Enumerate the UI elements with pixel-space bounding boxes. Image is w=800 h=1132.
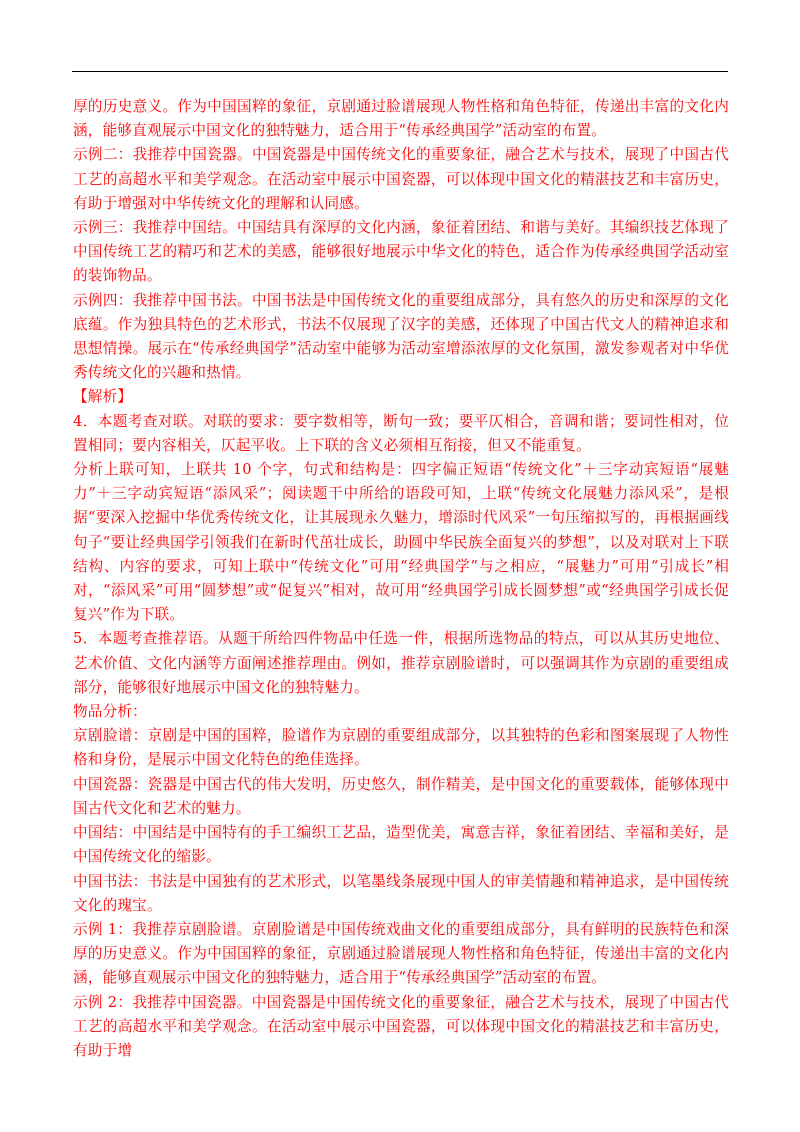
- paragraph-sample-1: 示例 1：我推荐京剧脸谱。京剧脸谱是中国传统戏曲文化的重要组成部分，具有鲜明的民族特色和深厚的历史意义。作为中国国粹的象征，京剧通过脸谱展现人物性格和角色特征，传递出丰富的文化内涵，能够直观展示中国文化的独特魅力，适合用于“传承经典国学”活动室的布置。: [73, 920, 729, 987]
- paragraph-continuation: 厚的历史意义。作为中国国粹的象征，京剧通过脸谱展现人物性格和角色特征，传递出丰富的文化内涵，能够直观展示中国文化的独特魅力，适合用于“传承经典国学”活动室的布置。: [73, 98, 729, 140]
- item-chinese-knot: 中国结：中国结是中国特有的手工编织工艺品，造型优美，寓意吉祥，象征着团结、幸福和美好，是中国传统文化的缩影。: [73, 824, 729, 866]
- header-rule: [72, 71, 728, 72]
- paragraph-q4-analysis: 分析上联可知，上联共 10 个字，句式和结构是：四字偏正短语“传统文化”＋三字动宾短语“展魅力”＋三字动宾短语“添风采”；阅读题干中所给的语段可知，上联“传统文化展魅力添风采”，是根据“要深入挖掘中华优秀传统文化，让其展现永久魅力，增添时代风采”一句压缩拟写的，再根据画线句子“要让经典国学引领我们在新时代茁壮成长，助圆中华民族全面复兴的梦想”，以及对联对上下联结构、内容的要求，可知上联中“传统文化”可用“经典国学”与之相应，“展魅力”可用“引成长”相对，“添风采”可用“圆梦想”或“促复兴”相对，故可用“经典国学引成长圆梦想”或“经典国学引成长促复兴”作为下联。: [73, 461, 729, 624]
- paragraph-q4-intro: 4．本题考查对联。对联的要求：要字数相等，断句一致；要平仄相合，音调和谐；要词性相对，位置相同；要内容相关，仄起平收。上下联的含义必须相互衔接，但又不能重复。: [73, 412, 729, 454]
- paragraph-example-2: 示例二：我推荐中国瓷器。中国瓷器是中国传统文化的重要象征，融合艺术与技术，展现了中国古代工艺的高超水平和美学观念。在活动室中展示中国瓷器，可以体现中国文化的精湛技艺和丰富历史，有助于增强对中华传统文化的理解和认同感。: [73, 146, 729, 212]
- paragraph-example-3: 示例三：我推荐中国结。中国结具有深厚的文化内涵，象征着团结、和谐与美好。其编织技艺体现了中国传统工艺的精巧和艺术的美感，能够很好地展示中华文化的特色，适合作为传承经典国学活动室的装饰物品。: [73, 219, 729, 285]
- item-calligraphy: 中国书法：书法是中国独有的艺术形式，以笔墨线条展现中国人的审美情趣和精神追求，是中国传统文化的瑰宝。: [73, 872, 729, 914]
- item-peking-opera-mask: 京剧脸谱：京剧是中国的国粹，脸谱作为京剧的重要组成部分，以其独特的色彩和图案展现了人物性格和身份，是展示中国文化特色的绝佳选择。: [73, 727, 729, 769]
- paragraph-sample-2: 示例 2：我推荐中国瓷器。中国瓷器是中国传统文化的重要象征，融合艺术与技术，展现了中国古代工艺的高超水平和美学观念。在活动室中展示中国瓷器，可以体现中国文化的精湛技艺和丰富历史，有助于增: [73, 993, 729, 1059]
- paragraph-example-4: 示例四：我推荐中国书法。中国书法是中国传统文化的重要组成部分，具有悠久的历史和深厚的文化底蕴。作为独具特色的艺术形式，书法不仅展现了汉字的美感，还体现了中国古代文人的精神追求和思想情操。展示在“传承经典国学”活动室中能够为活动室增添浓厚的文化氛围，激发参观者对中华优秀传统文化的兴趣和热情。: [73, 291, 729, 382]
- item-analysis-label: 物品分析：: [73, 703, 147, 721]
- item-porcelain: 中国瓷器：瓷器是中国古代的伟大发明，历史悠久，制作精美，是中国文化的重要载体，能够体现中国古代文化和艺术的魅力。: [73, 775, 729, 817]
- paragraph-q5-intro: 5．本题考查推荐语。从题干所给四件物品中任选一件，根据所选物品的特点，可以从其历史地位、艺术价值、文化内涵等方面阐述推荐理由。例如，推荐京剧脸谱时，可以强调其作为京剧的重要组成部分，能够很好地展示中国文化的独特魅力。: [73, 630, 729, 696]
- analysis-heading: 【解析】: [73, 388, 133, 406]
- answer-text-block: [73, 95, 729, 1063]
